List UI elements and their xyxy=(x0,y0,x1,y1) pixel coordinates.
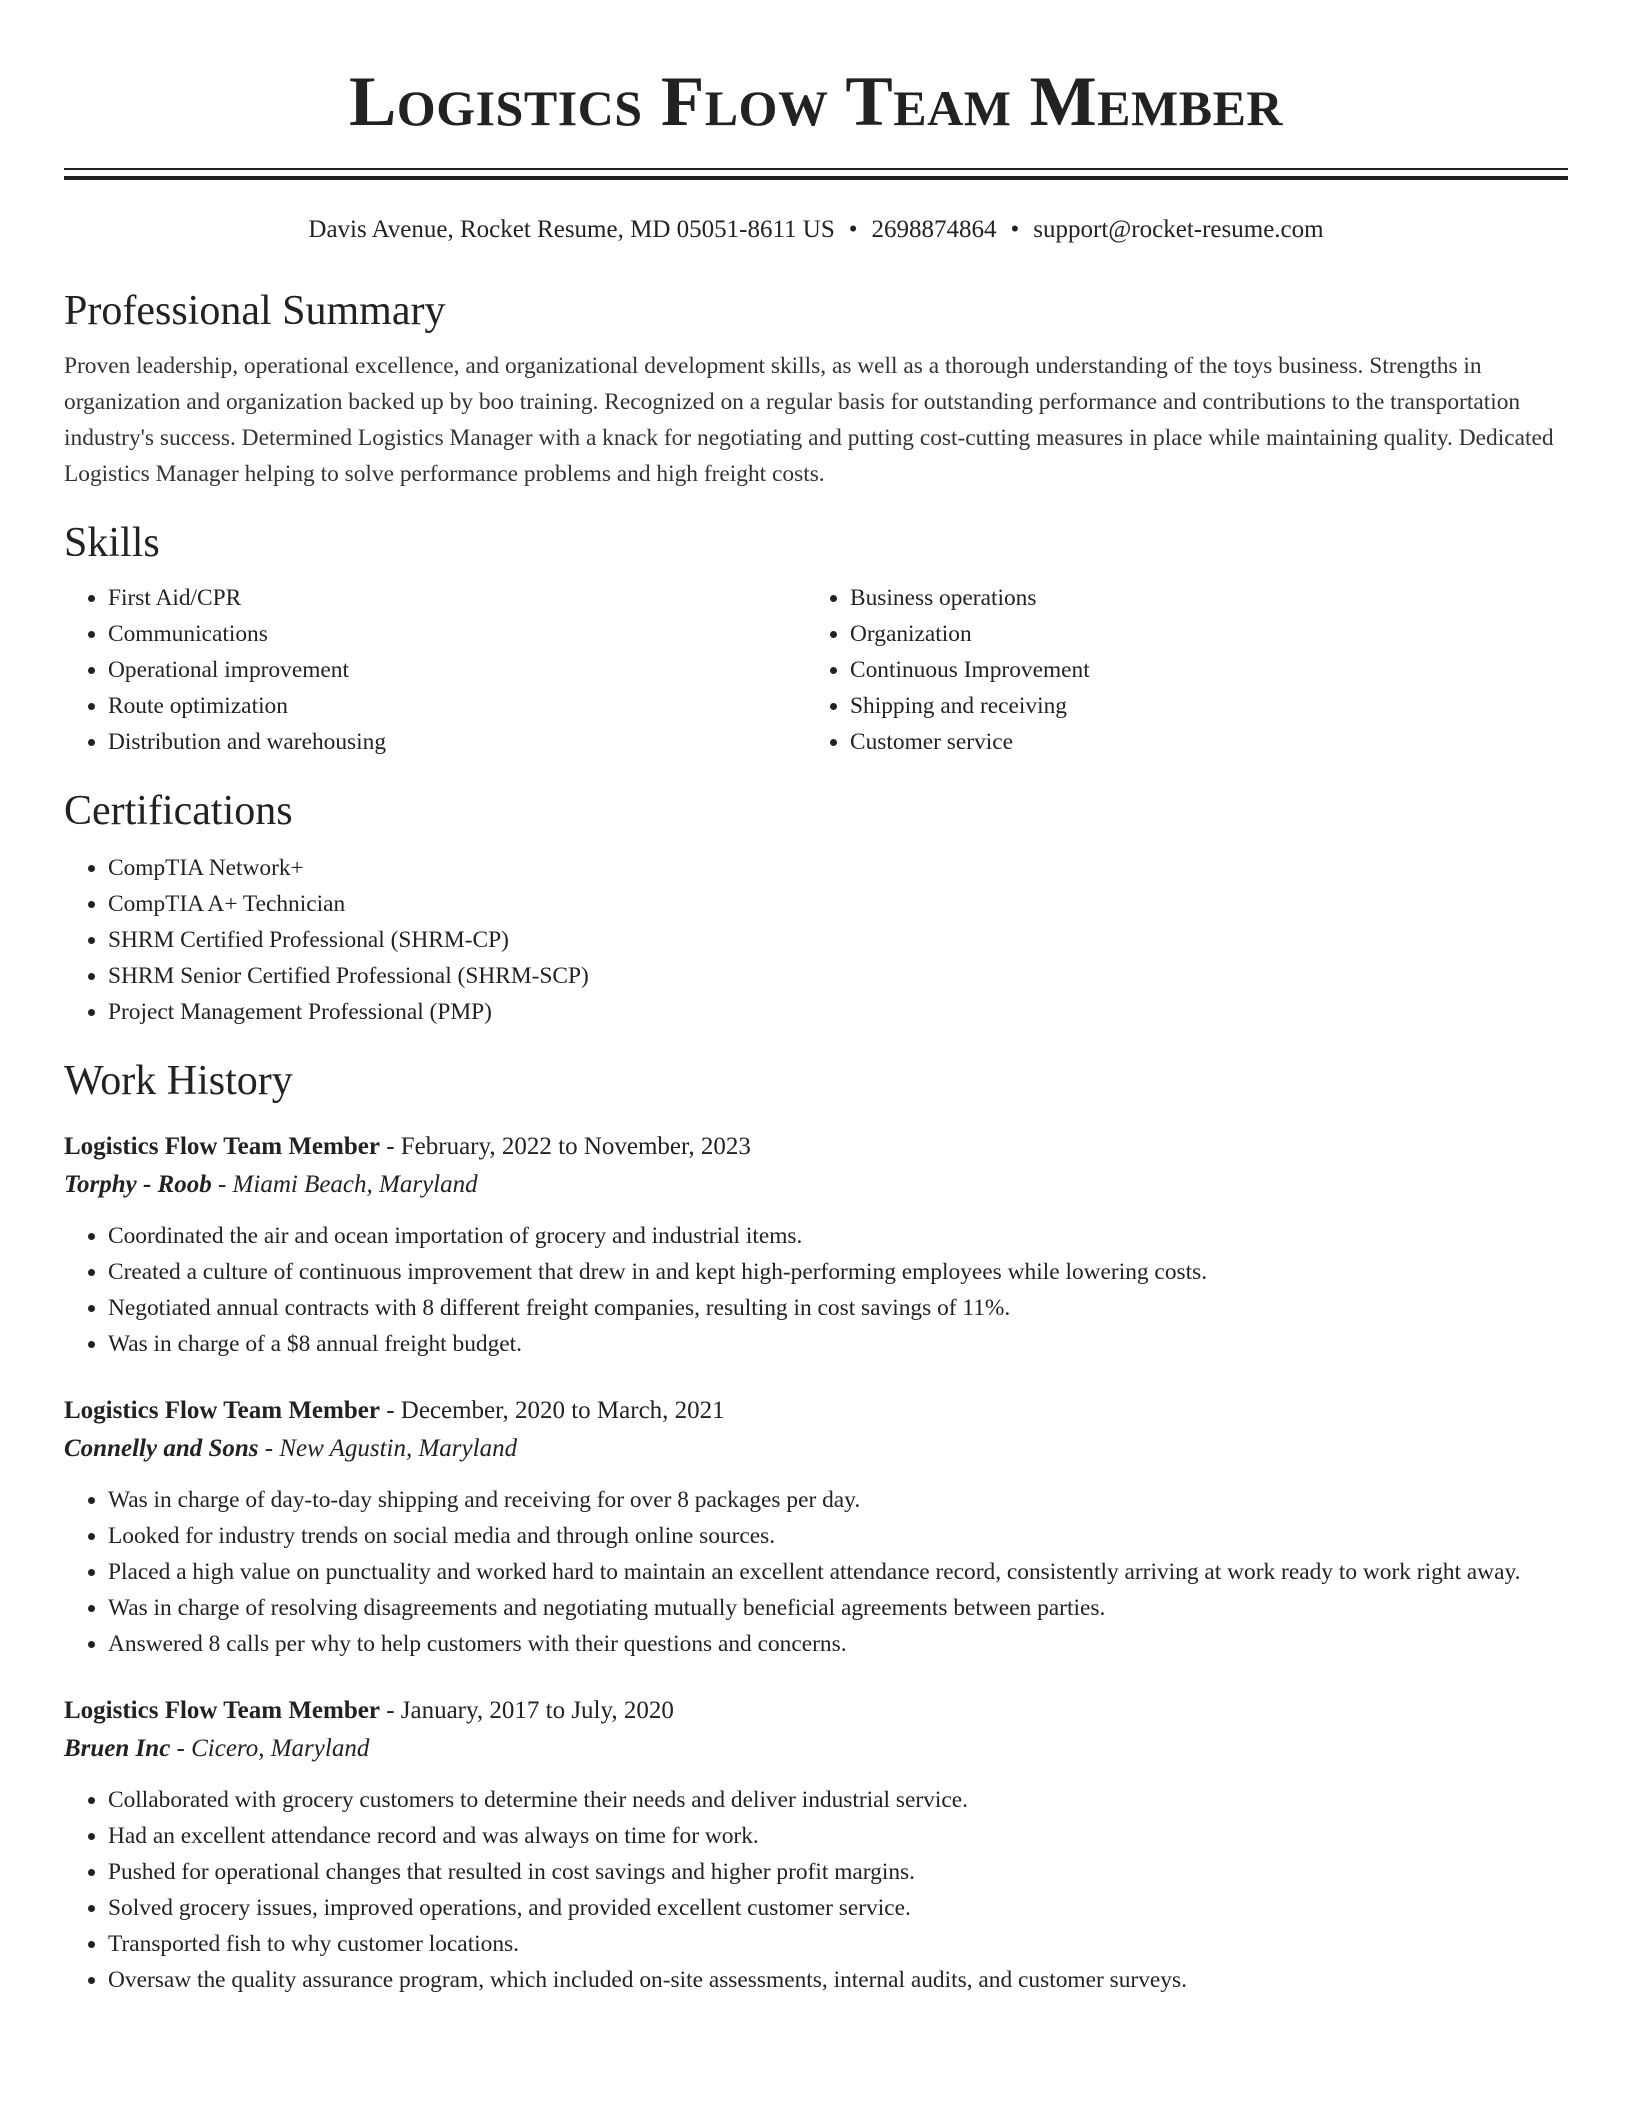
job-bullet-list xyxy=(64,1482,1568,1662)
contact-line xyxy=(64,214,1568,246)
job-bullet: • Had an excellent attendance record and was always on time for work. xyxy=(108,1818,1568,1854)
skill-item: • Customer service xyxy=(850,724,1548,760)
job-company: Bruen Inc xyxy=(64,1735,171,1762)
skill-item: • Organization xyxy=(850,616,1548,652)
contact-separator: • xyxy=(848,216,858,243)
certification-item: • SHRM Certified Professional (SHRM-CP) xyxy=(108,922,1568,958)
skill-item: • Continuous Improvement xyxy=(850,652,1548,688)
skill-item: • Shipping and receiving xyxy=(850,688,1548,724)
job-entry xyxy=(64,1128,1568,1362)
skill-item: • First Aid/CPR xyxy=(108,580,806,616)
job-bullet: • Solved grocery issues, improved operations, and provided excellent customer service. xyxy=(108,1890,1568,1926)
job-bullet-list xyxy=(64,1782,1568,1998)
skills-heading: Skills xyxy=(64,520,160,566)
summary-heading: Professional Summary xyxy=(64,288,446,334)
job-bullet: • Coordinated the air and ocean importation of grocery and industrial items. xyxy=(108,1218,1568,1254)
work-history-heading: Work History xyxy=(64,1058,293,1104)
job-company-line xyxy=(64,1430,1568,1468)
contact-address: Davis Avenue, Rocket Resume, MD 05051-8611 US xyxy=(308,216,835,243)
skill-item: • Operational improvement xyxy=(108,652,806,688)
job-dates: - December, 2020 to March, 2021 xyxy=(379,1397,725,1424)
job-bullet: • Placed a high value on punctuality and worked hard to maintain an excellent attendance record, consistently arriving at work ready to work right away. xyxy=(108,1554,1568,1590)
resume-title: Logistics Flow Team Member xyxy=(348,63,1284,141)
job-company-line xyxy=(64,1730,1568,1768)
skills-section xyxy=(64,518,1568,760)
job-company: Torphy - Roob xyxy=(64,1171,212,1198)
job-title: Logistics Flow Team Member xyxy=(64,1397,380,1424)
job-location: - Miami Beach, Maryland xyxy=(211,1171,478,1198)
certifications-list xyxy=(64,850,1568,1030)
certification-item: • CompTIA A+ Technician xyxy=(108,886,1568,922)
job-dates: - February, 2022 to November, 2023 xyxy=(379,1133,751,1160)
job-bullet: • Oversaw the quality assurance program, which included on-site assessments, internal audits, and customer surveys. xyxy=(108,1962,1568,1998)
title-divider xyxy=(64,168,1568,180)
job-title-line xyxy=(64,1128,1568,1166)
skills-column-left xyxy=(64,580,806,760)
job-bullet: • Looked for industry trends on social media and through online sources. xyxy=(108,1518,1568,1554)
skill-item: • Business operations xyxy=(850,580,1548,616)
job-bullet: • Was in charge of a $8 annual freight budget. xyxy=(108,1326,1568,1362)
job-location: - Cicero, Maryland xyxy=(170,1735,370,1762)
job-bullet: • Was in charge of day-to-day shipping and receiving for over 8 packages per day. xyxy=(108,1482,1568,1518)
job-title: Logistics Flow Team Member xyxy=(64,1697,380,1724)
certification-item: • CompTIA Network+ xyxy=(108,850,1568,886)
contact-separator: • xyxy=(1010,216,1020,243)
job-bullet: • Pushed for operational changes that resulted in cost savings and higher profit margins. xyxy=(108,1854,1568,1890)
job-bullet: • Collaborated with grocery customers to determine their needs and deliver industrial service. xyxy=(108,1782,1568,1818)
skill-item: • Communications xyxy=(108,616,806,652)
summary-text: Proven leadership, operational excellence, and organizational development skills, as well as a thorough understanding of the toys business. Strengths in organization and organization backed up by boo training. Recognized on a regular basis for outstanding performance and contributions to the transportation industry's success. Determined Logistics Manager with a knack for negotiating and putting cost-cutting measures in place while maintaining quality. Dedicated Logistics Manager helping to solve performance problems and high freight costs. xyxy=(64,353,1554,487)
job-company-line xyxy=(64,1166,1568,1204)
job-bullet: • Was in charge of resolving disagreements and negotiating mutually beneficial agreements between parties. xyxy=(108,1590,1568,1626)
job-bullet: • Transported fish to why customer locations. xyxy=(108,1926,1568,1962)
certification-item: • SHRM Senior Certified Professional (SHRM-SCP) xyxy=(108,958,1568,994)
certifications-heading: Certifications xyxy=(64,788,293,834)
job-company: Connelly and Sons xyxy=(64,1435,259,1462)
skill-item: • Route optimization xyxy=(108,688,806,724)
skills-list-right xyxy=(806,580,1548,760)
job-bullet: • Answered 8 calls per why to help customers with their questions and concerns. xyxy=(108,1626,1568,1662)
job-dates: - January, 2017 to July, 2020 xyxy=(379,1697,674,1724)
job-bullet-list xyxy=(64,1218,1568,1362)
skill-item: • Distribution and warehousing xyxy=(108,724,806,760)
job-entry xyxy=(64,1692,1568,1998)
job-location: - New Agustin, Maryland xyxy=(258,1435,518,1462)
skills-column-right xyxy=(806,580,1548,760)
contact-email[interactable]: support@rocket-resume.com xyxy=(1033,216,1324,243)
certification-item: • Project Management Professional (PMP) xyxy=(108,994,1568,1030)
certifications-section xyxy=(64,786,1568,1030)
contact-phone: 2698874864 xyxy=(871,216,997,243)
skills-list-left xyxy=(64,580,806,760)
skills-grid xyxy=(64,580,1568,760)
job-title-line xyxy=(64,1692,1568,1730)
job-title: Logistics Flow Team Member xyxy=(64,1133,380,1160)
job-title-line xyxy=(64,1392,1568,1430)
work-history-section xyxy=(64,1056,1568,1998)
job-bullet: • Created a culture of continuous improvement that drew in and kept high-performing employees while lowering costs. xyxy=(108,1254,1568,1290)
summary-section xyxy=(64,286,1568,492)
job-bullet: • Negotiated annual contracts with 8 different freight companies, resulting in cost savings of 11%. xyxy=(108,1290,1568,1326)
job-entry xyxy=(64,1392,1568,1662)
